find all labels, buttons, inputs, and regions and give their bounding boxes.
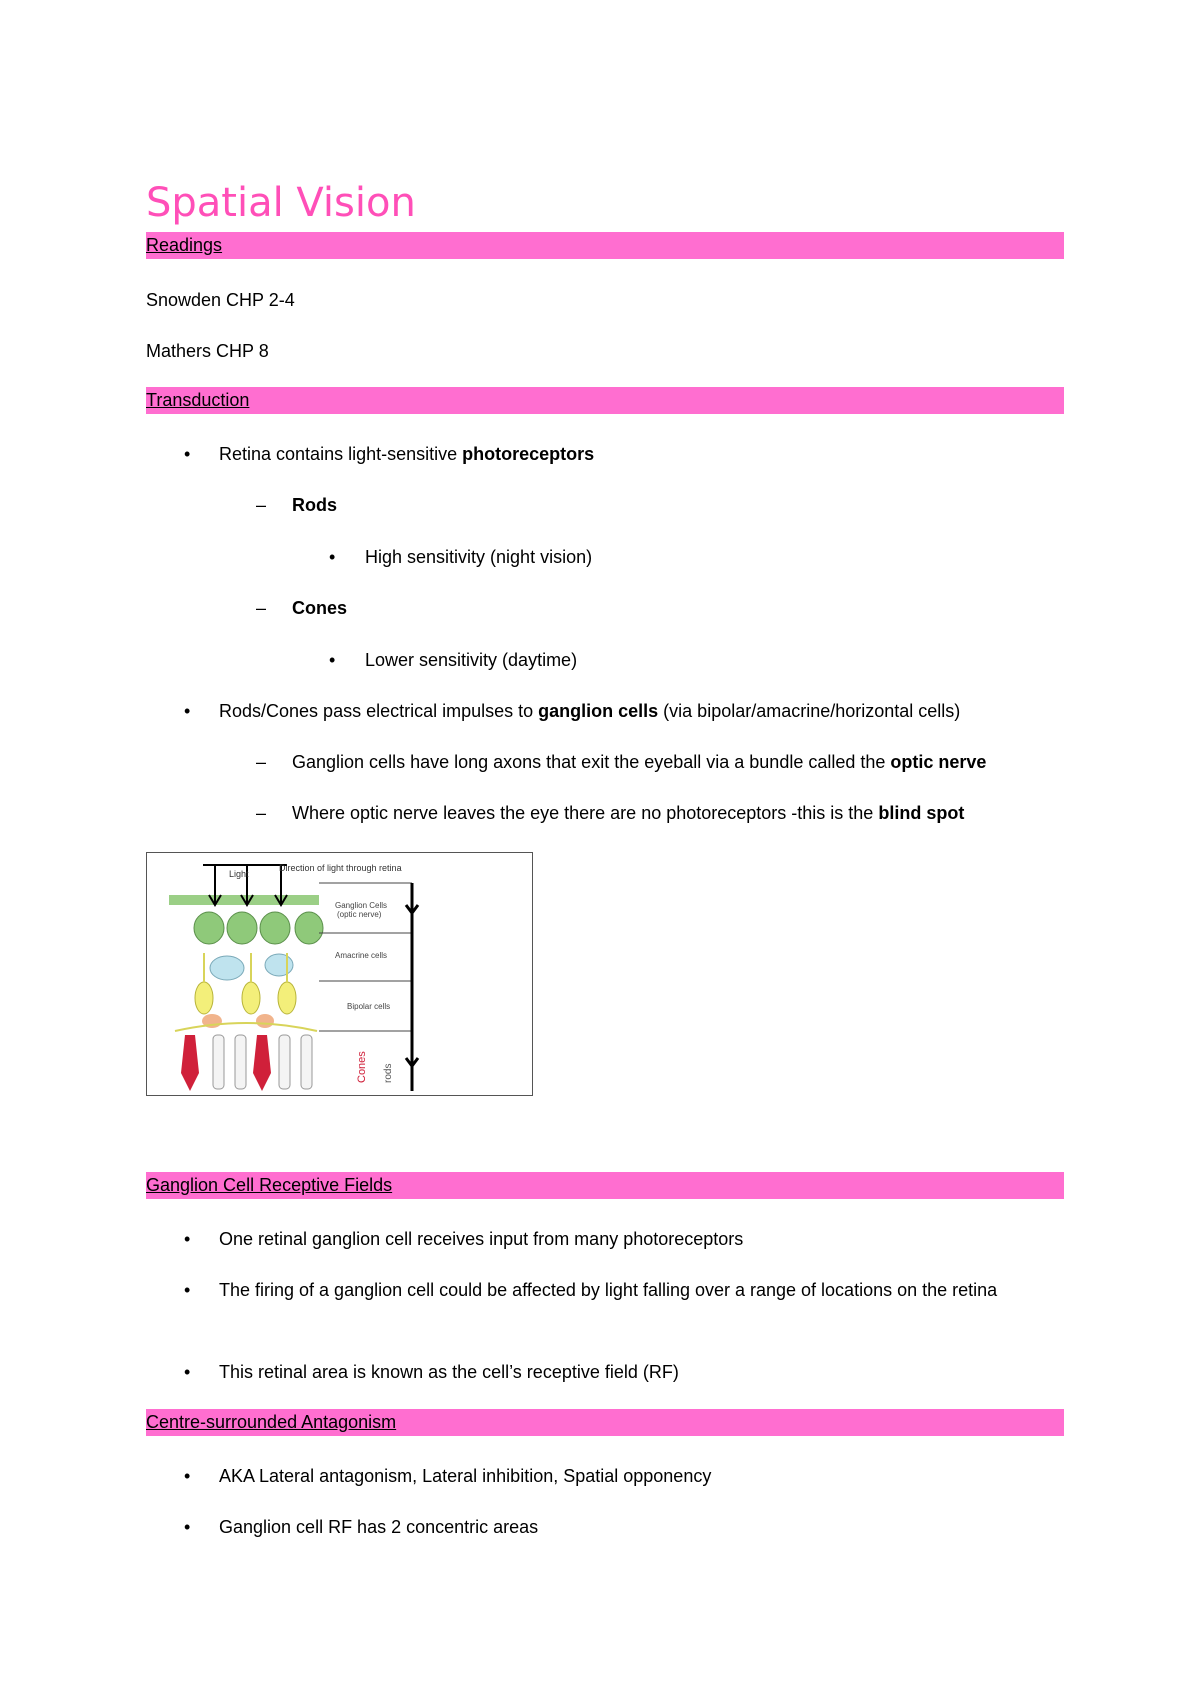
bipolar-label: Bipolar cells — [347, 1002, 391, 1011]
rf-item: This retinal area is known as the cell’s receptive field (RF) — [219, 1362, 679, 1382]
amacrine-label: Amacrine cells — [335, 951, 388, 960]
ganglion-label: Ganglion Cells — [335, 901, 388, 910]
reading-item: Snowden CHP 2-4 — [146, 290, 295, 310]
retina-diagram-svg — [147, 853, 532, 1095]
section-heading-centre-surround: Centre-surrounded Antagonism — [146, 1409, 1064, 1436]
bullet-marker: • — [184, 444, 191, 464]
sub-item-optic-nerve: Ganglion cells have long axons that exit the eyeball via a bundle called the optic nerve — [292, 752, 987, 772]
retina-diagram — [146, 852, 533, 1096]
bullet-marker: • — [184, 1229, 191, 1249]
rf-item: The firing of a ganglion cell could be affected by light falling over a range of locations on the retina — [219, 1280, 998, 1300]
cones-label: Cones — [356, 1051, 368, 1083]
rods-detail: High sensitivity (night vision) — [365, 547, 593, 567]
sub-item-cones: Cones — [292, 598, 348, 618]
dash-marker: – — [256, 752, 267, 772]
csa-item: AKA Lateral antagonism, Lateral inhibition, Spatial opponency — [219, 1466, 712, 1486]
bullet-marker: • — [184, 1466, 191, 1486]
bullet-marker: • — [329, 650, 336, 670]
photoreceptors — [181, 1035, 312, 1091]
ganglion-cells — [194, 912, 323, 944]
sub-item-blind-spot: Where optic nerve leaves the eye there are no photoreceptors -this is the blind spot — [292, 803, 965, 823]
cones-detail: Lower sensitivity (daytime) — [365, 650, 578, 670]
horizontal-cells — [175, 1014, 317, 1031]
bullet-marker: • — [329, 547, 336, 567]
dash-marker: – — [256, 495, 267, 515]
bullet-marker: • — [184, 1517, 191, 1537]
section-heading-readings: Readings — [146, 232, 1064, 259]
bullet-photoreceptors: Retina contains light-sensitive photoreceptors — [219, 444, 595, 464]
sub-item-rods: Rods — [292, 495, 337, 515]
optic-nerve-label: (optic nerve) — [337, 910, 382, 919]
direction-label: Direction of light through retina — [279, 863, 402, 873]
light-label: Light — [229, 869, 249, 879]
rods-label: rods — [383, 1063, 394, 1083]
dash-marker: – — [256, 598, 267, 618]
bullet-marker: • — [184, 1280, 191, 1300]
csa-item: Ganglion cell RF has 2 concentric areas — [219, 1517, 539, 1537]
section-heading-transduction: Transduction — [146, 387, 1064, 414]
bullet-marker: • — [184, 1362, 191, 1382]
bullet-ganglion-cells: Rods/Cones pass electrical impulses to ganglion cells (via bipolar/amacrine/horizontal cells) — [219, 701, 961, 721]
section-heading-receptive-fields: Ganglion Cell Receptive Fields — [146, 1172, 1064, 1199]
rf-item: One retinal ganglion cell receives input from many photoreceptors — [219, 1229, 744, 1249]
direction-arrow — [406, 883, 418, 1091]
bullet-marker: • — [184, 701, 191, 721]
page-title: Spatial Vision — [146, 180, 416, 226]
dash-marker: – — [256, 803, 267, 823]
reading-item: Mathers CHP 8 — [146, 341, 269, 361]
